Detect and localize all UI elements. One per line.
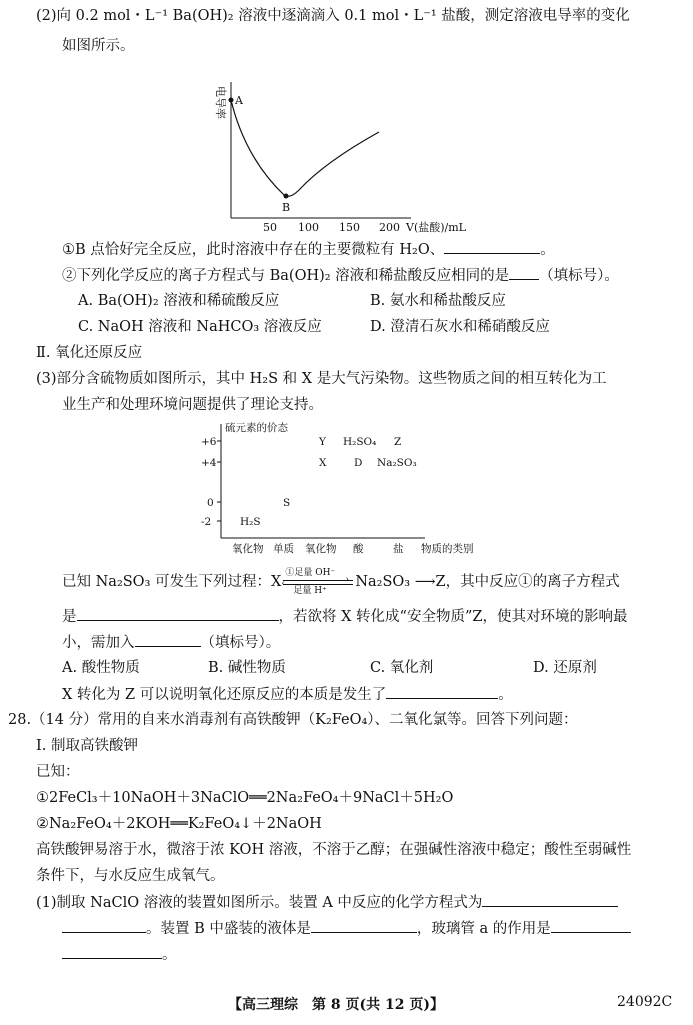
q3-known: 已知 Na₂SO₃ 可发生下列过程：X ①足量 OH⁻ › ‹ 足量 H⁺ Na₂SO₃ ⟶Z，其中反应①的离子方程式 (62, 568, 620, 596)
q3-option-a: A. 酸性物质 (62, 660, 140, 676)
q3-option-d: D. 还原剂 (533, 660, 597, 676)
q2-option-a: A. Ba(OH)₂ 溶液和稀硫酸反应 (78, 293, 280, 309)
sulfur-valence-diagram (195, 418, 495, 560)
chart-label-a: A (235, 94, 243, 107)
diagram-xcat: 盐 (393, 543, 404, 555)
q3-line3: 是 ，若欲将 X 转化成“安全物质”Z，使其对环境的影响最 (62, 606, 627, 627)
reversible-arrow: ①足量 OH⁻ › ‹ 足量 H⁺ (281, 572, 355, 592)
q28-eq2: ②Na₂FeO₄＋2KOH══K₂FeO₄↓＋2NaOH (36, 816, 322, 832)
q28-known: 已知： (36, 764, 80, 780)
chart-point-b (284, 194, 289, 199)
diagram-xcat: 氧化物 (232, 543, 264, 555)
answer-blank[interactable] (62, 944, 162, 959)
answer-blank[interactable] (386, 684, 498, 699)
diagram-xcat: 单质 (273, 543, 294, 555)
q28-sub1: Ⅰ. 制取高铁酸钾 (36, 738, 138, 754)
q2-ii: ②下列化学反应的离子方程式与 Ba(OH)₂ 溶液和稀盐酸反应相同的是 （填标号）。 (62, 265, 619, 286)
q2-i: ①B 点恰好完全反应，此时溶液中存在的主要微粒有 H₂O、 。 (62, 239, 555, 260)
species-y: Y (319, 436, 326, 448)
species-x: X (319, 457, 327, 469)
q3-option-b: B. 碱性物质 (208, 660, 286, 676)
chart-xtick: 150 (339, 221, 360, 234)
answer-blank[interactable] (135, 632, 201, 647)
q3-line4: 小，需加入 （填标号）。 (62, 632, 280, 653)
answer-blank[interactable] (311, 918, 417, 933)
diagram-xcat: 酸 (353, 543, 364, 555)
q28-eq1: ①2FeCl₃＋10NaOH＋3NaClO══2Na₂FeO₄＋9NaCl＋5H₂O (36, 790, 454, 806)
diagram-ytick: 0 (207, 497, 214, 509)
species-h2so4: H₂SO₄ (343, 436, 377, 448)
q3-stem-line2: 业生产和处理环境问题提供了理论支持。 (62, 397, 323, 413)
footer-page-info: 【高三理综 第 8 页(共 12 页)】 (228, 997, 444, 1013)
q3-last: X 转化为 Z 可以说明氧化还原反应的本质是发生了 。 (62, 684, 513, 705)
answer-blank[interactable] (482, 892, 618, 907)
q28-p1-line3: 。 (62, 944, 177, 965)
q2-option-b: B. 氨水和稀盐酸反应 (370, 293, 506, 309)
q2-stem-line2: 如图所示。 (62, 38, 135, 54)
section-heading-redox: Ⅱ. 氧化还原反应 (36, 345, 143, 361)
answer-blank[interactable] (77, 606, 279, 621)
answer-blank[interactable] (62, 918, 146, 933)
q28-p1-line1: (1)制取 NaClO 溶液的装置如图所示。装置 A 中反应的化学方程式为 (36, 892, 618, 913)
chart-xlabel: V(盐酸)/mL (406, 221, 466, 234)
chart-ylabel: 电导率 (214, 86, 227, 119)
chart-label-b: B (282, 201, 291, 214)
q3-stem-line1: (3)部分含硫物质如图所示，其中 H₂S 和 X 是大气污染物。这些物质之间的相互转化为工 (36, 371, 607, 387)
answer-blank[interactable] (551, 918, 631, 933)
q2-option-c: C. NaOH 溶液和 NaHCO₃ 溶液反应 (78, 319, 322, 335)
q28-head: 28.（14 分）常用的自来水消毒剂有高铁酸钾（K₂FeO₄）、二氧化氯等。回答下列问题： (8, 712, 578, 728)
conductivity-curve (231, 100, 379, 196)
diagram-ylabel: 硫元素的价态 (225, 422, 288, 434)
q28-desc1: 高铁酸钾易溶于水，微溶于浓 KOH 溶液，不溶于乙醇；在强碱性溶液中稳定；酸性至弱碱性 (36, 842, 632, 858)
chart-xtick: 200 (379, 221, 400, 234)
chart-xtick: 50 (263, 221, 277, 234)
chart-xtick: 100 (298, 221, 319, 234)
species-h2s: H₂S (240, 516, 261, 528)
q2-stem-line1: (2)向 0.2 mol・L⁻¹ Ba(OH)₂ 溶液中逐滴滴入 0.1 mol・L⁻¹ 盐酸，测定溶液电导率的变化 (36, 8, 630, 24)
diagram-ytick: -2 (201, 516, 212, 528)
diagram-ytick: +4 (201, 457, 217, 469)
species-z: Z (394, 436, 402, 448)
species-d: D (354, 457, 363, 469)
answer-blank[interactable] (444, 239, 540, 254)
answer-blank[interactable] (509, 265, 539, 280)
chart-point-a (229, 98, 234, 103)
q28-desc2: 条件下，与水反应生成氧气。 (36, 868, 225, 884)
species-na2so3: Na₂SO₃ (377, 457, 417, 469)
q2-option-d: D. 澄清石灰水和稀硝酸反应 (370, 319, 550, 335)
species-s: S (283, 497, 291, 509)
q28-p1-line2: 。装置 B 中盛装的液体是 ，玻璃管 a 的作用是 (62, 918, 631, 939)
diagram-xcat: 氧化物 (305, 543, 337, 555)
diagram-ytick: +6 (201, 436, 217, 448)
diagram-xlabel: 物质的类别 (421, 543, 474, 555)
footer-code: 24092C (617, 994, 673, 1010)
conductivity-chart (195, 78, 495, 238)
q3-option-c: C. 氧化剂 (370, 660, 434, 676)
